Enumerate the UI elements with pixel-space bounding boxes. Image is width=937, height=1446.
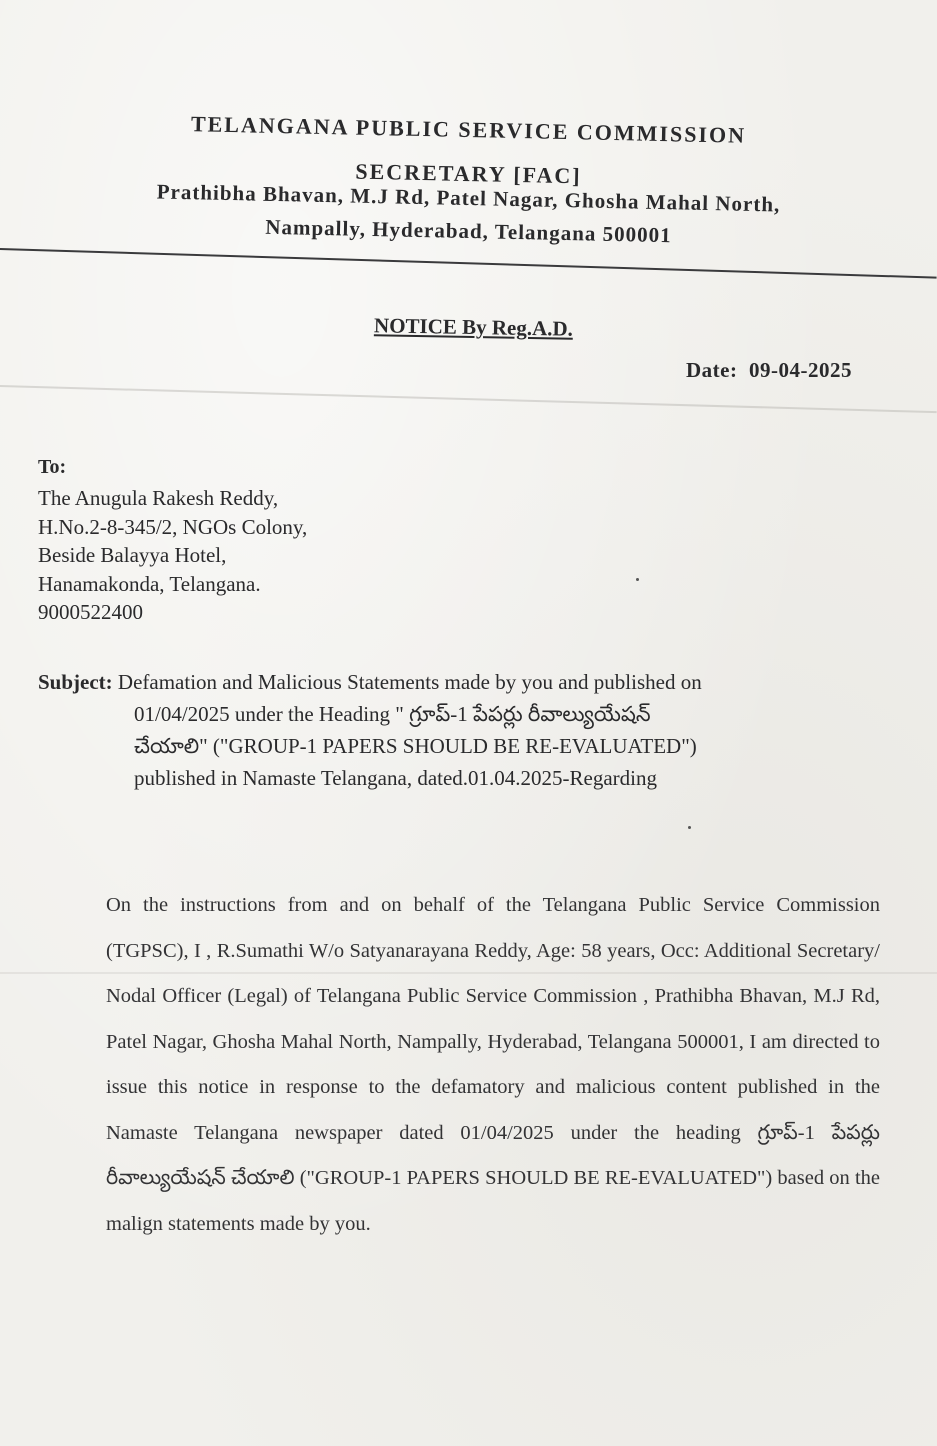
address-line: The Anugula Rakesh Reddy, — [38, 486, 279, 510]
subject-line — [38, 666, 884, 698]
address-line: Beside Balayya Hotel, — [38, 543, 227, 567]
subject-line: చేయాలి" ("GROUP-1 PAPERS SHOULD BE RE-EVALUATED") — [134, 734, 697, 758]
date-label: Date: — [686, 358, 738, 382]
subject-line: published in Namaste Telangana, dated.01.04.2025-Regarding — [134, 766, 658, 790]
subject-text: Defamation and Malicious Statements made by you and published on — [117, 670, 702, 694]
to-label: To: — [38, 456, 67, 478]
recipient-address — [38, 484, 307, 627]
paper-speck — [636, 578, 639, 581]
letterhead-org: TELANGANA PUBLIC SERVICE COMMISSION — [190, 111, 747, 148]
notice-title: NOTICE By Reg.A.D. — [373, 313, 574, 341]
letterhead-divider — [0, 248, 937, 279]
subject-block — [38, 666, 884, 794]
notice-date — [686, 358, 852, 383]
letterhead-address-line1: Prathibha Bhavan, M.J Rd, Patel Nagar, Ghosha Mahal North, — [156, 179, 781, 217]
paper-fold-line — [0, 385, 937, 413]
address-phone: 9000522400 — [38, 600, 143, 624]
date-value: 09-04-2025 — [748, 358, 852, 382]
subject-label: Subject: — [38, 670, 113, 694]
address-line: H.No.2-8-345/2, NGOs Colony, — [38, 514, 308, 539]
subject-line: 01/04/2025 under the Heading " గ్రూప్-1 పేపర్లు రీవాల్యుయేషన్ — [134, 702, 651, 726]
body-paragraph: On the instructions from and on behalf of the Telangana Public Service Commission (TGPSC), I , R.Sumathi W/o Satyanarayana Reddy, Age: 58 years, Occ: Additional Secretary/ Nodal Officer (Legal) of Telangana Public Service Commission , Prathibha Bhavan, M.J Rd, Patel Nagar, Ghosha Mahal North, Nampally, Hyderabad, Telangana 500001, I am directed to issue this notice in response to the defamatory and malicious content published in the Namaste Telangana newspaper dated 01/04/2025 under the heading గ్రూప్-1 పేపర్లు రీవాల్యుయేషన్ చేయాలి ("GROUP-1 PAPERS SHOULD BE RE-EVALUATED") based on the malign statements made by you. — [106, 894, 880, 1235]
paper-speck — [688, 826, 691, 829]
letterhead-address-line2: Nampally, Hyderabad, Telangana 500001 — [265, 214, 672, 248]
address-line: Hanamakonda, Telangana. — [38, 571, 261, 596]
letterhead-office: SECRETARY [FAC] — [355, 158, 582, 189]
